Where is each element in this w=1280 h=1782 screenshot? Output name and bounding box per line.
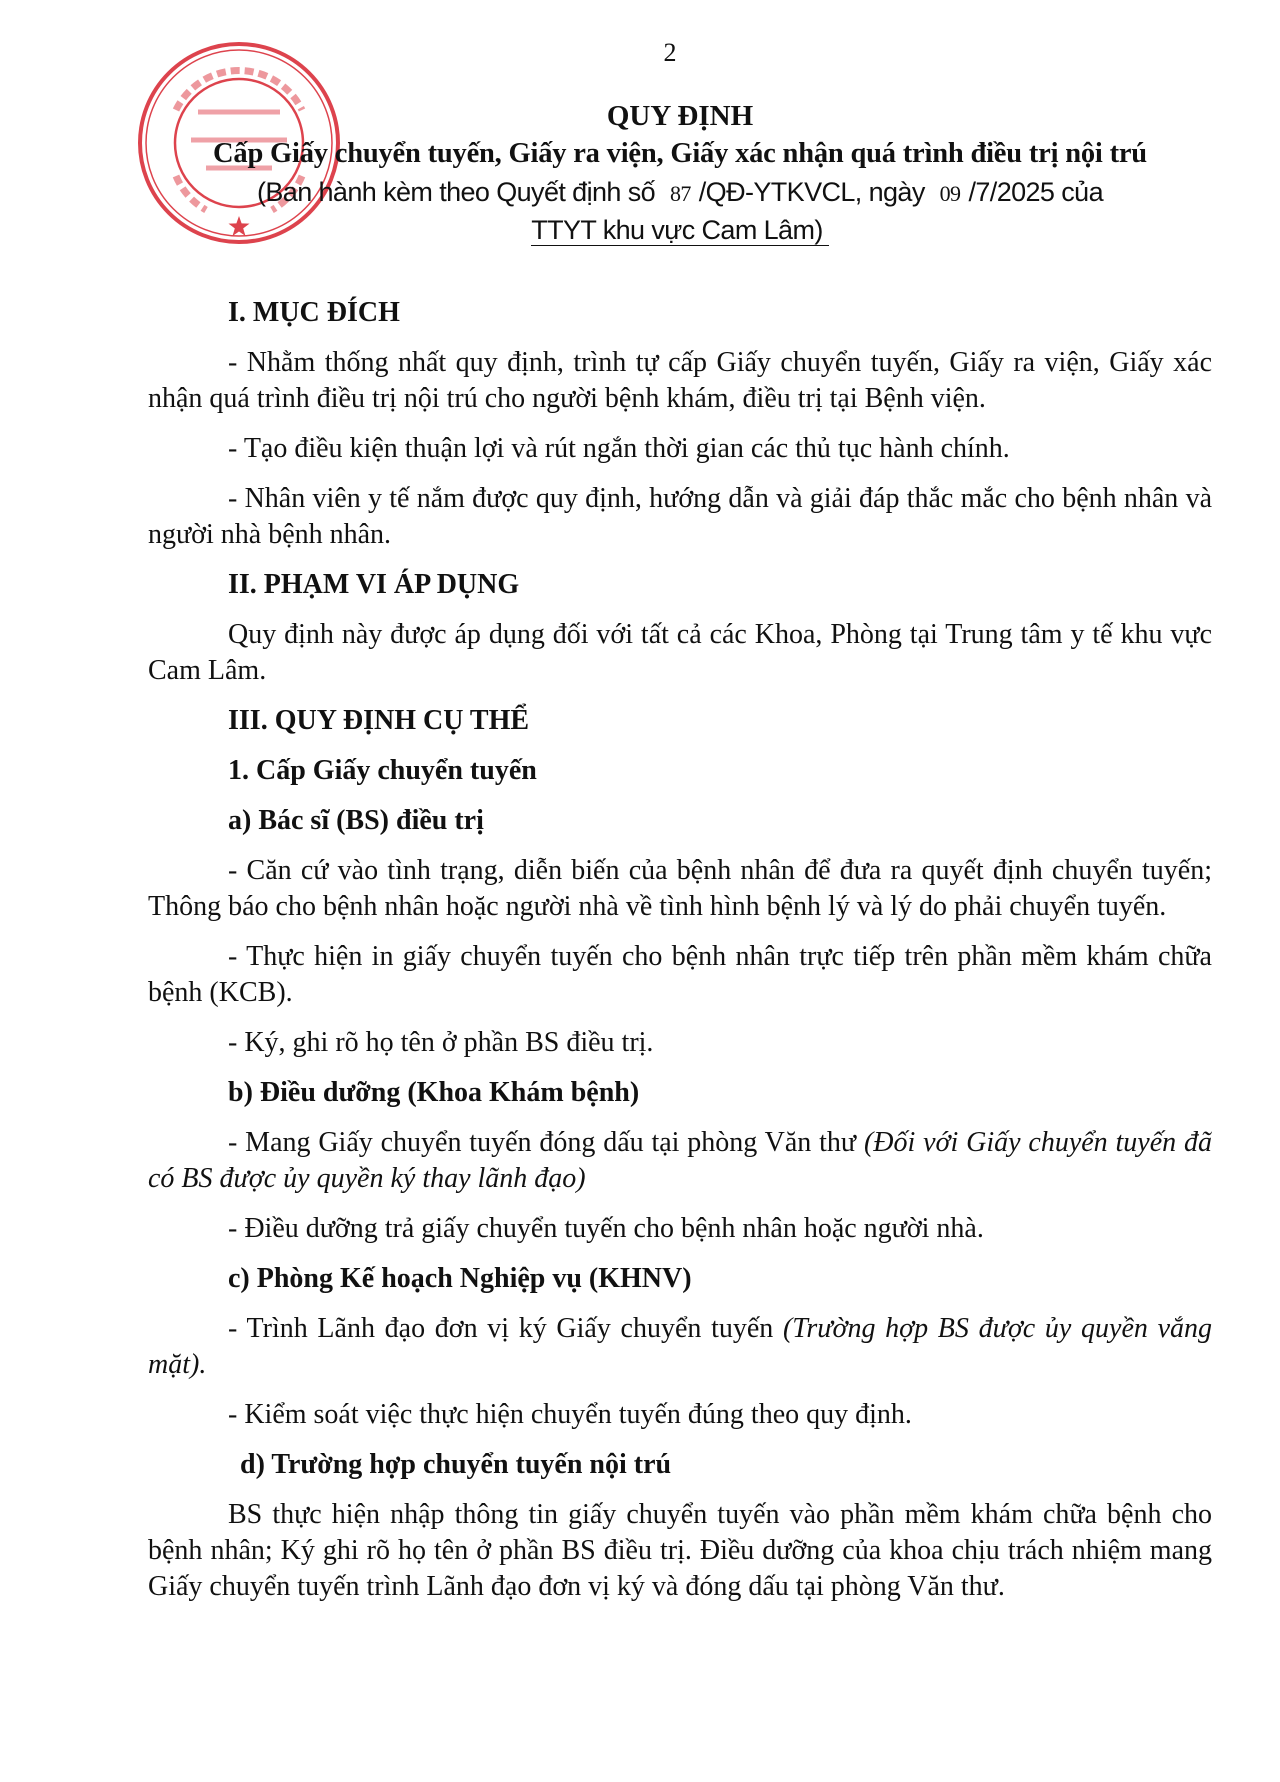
paragraph bbox=[148, 1025, 1212, 1061]
paragraph-text: - Căn cứ vào tình trạng, diễn biến của bệnh nhân để đưa ra quyết định chuyển tuyến; Thông báo cho bệnh nhân hoặc người nhà về tình hình bệnh lý và lý do phải chuyển tuyến. bbox=[148, 855, 1212, 922]
paragraph bbox=[148, 1397, 1212, 1433]
paragraph-text: - Mang Giấy chuyển tuyến đóng dấu tại phòng Văn thư bbox=[228, 1127, 864, 1158]
section-heading: II. PHẠM VI ÁP DỤNG bbox=[228, 569, 520, 600]
paragraph-italic-note: (Đối với Giấy chuyển tuyến đã có BS được ủy quyền ký thay lãnh đạo) bbox=[148, 1127, 1212, 1194]
paragraph bbox=[148, 345, 1212, 417]
paragraph bbox=[148, 939, 1212, 1011]
decision-number: 87 bbox=[669, 181, 691, 206]
paragraph-text: - Nhân viên y tế nắm được quy định, hướng dẫn và giải đáp thắc mắc cho bệnh nhân và người nhà bệnh nhân. bbox=[148, 483, 1212, 550]
issuance-line bbox=[140, 174, 1220, 212]
issued-prefix: (Ban hành kèm theo Quyết định số bbox=[256, 177, 656, 207]
section-heading: I. MỤC ĐÍCH bbox=[228, 297, 400, 328]
paragraph bbox=[148, 617, 1212, 689]
paragraph bbox=[148, 853, 1212, 925]
paragraph-text: - Thực hiện in giấy chuyển tuyến cho bệnh nhân trực tiếp trên phần mềm khám chữa bệnh (KCB). bbox=[148, 941, 1212, 1008]
paragraph bbox=[148, 1125, 1212, 1197]
paragraph-text: - Điều dưỡng trả giấy chuyển tuyến cho bệnh nhân hoặc người nhà. bbox=[228, 1213, 984, 1244]
document-subtitle: Cấp Giấy chuyển tuyến, Giấy ra viện, Giấy xác nhận quá trình điều trị nội trú bbox=[213, 138, 1147, 169]
section-heading: a) Bác sĩ (BS) điều trị bbox=[228, 805, 484, 836]
issued-day: 09 bbox=[939, 181, 961, 206]
issued-middle: /QĐ-YTKVCL, ngày bbox=[698, 177, 925, 207]
section-heading: 1. Cấp Giấy chuyển tuyến bbox=[228, 755, 537, 786]
paragraph-text: - Nhằm thống nhất quy định, trình tự cấp Giấy chuyển tuyến, Giấy ra viện, Giấy xác nhận quá trình điều trị nội trú cho người bệnh khám, điều trị tại Bệnh viện. bbox=[148, 347, 1212, 414]
section-heading: d) Trường hợp chuyển tuyến nội trú bbox=[240, 1449, 672, 1480]
paragraph-text: BS thực hiện nhập thông tin giấy chuyển tuyến vào phần mềm khám chữa bệnh cho bệnh nhân; Ký ghi rõ họ tên ở phần BS điều trị. Điều dưỡng của khoa chịu trách nhiệm mang Giấy chuyển tuyến trình Lãnh đạo đơn vị ký và đóng dấu tại phòng Văn thư. bbox=[148, 1499, 1212, 1602]
paragraph bbox=[148, 481, 1212, 553]
issuance-note bbox=[140, 174, 1220, 249]
paragraph-text: - Kiểm soát việc thực hiện chuyển tuyến đúng theo quy định. bbox=[228, 1399, 912, 1430]
issuing-organization: TTYT khu vực Cam Lâm) bbox=[531, 215, 829, 246]
section-heading: c) Phòng Kế hoạch Nghiệp vụ (KHNV) bbox=[228, 1263, 692, 1294]
document-body bbox=[148, 295, 1212, 1619]
paragraph-text: - Ký, ghi rõ họ tên ở phần BS điều trị. bbox=[228, 1027, 654, 1058]
paragraph-text: Quy định này được áp dụng đối với tất cả các Khoa, Phòng tại Trung tâm y tế khu vực Cam Lâm. bbox=[148, 619, 1212, 686]
page-number: 2 bbox=[663, 38, 677, 67]
section-heading: b) Điều dưỡng (Khoa Khám bệnh) bbox=[228, 1077, 640, 1108]
paragraph bbox=[148, 1311, 1212, 1383]
paragraph-italic-note: (Trường hợp BS được ủy quyền vắng mặt). bbox=[148, 1313, 1212, 1380]
paragraph-text: - Tạo điều kiện thuận lợi và rút ngắn thời gian các thủ tục hành chính. bbox=[228, 433, 1010, 464]
paragraph bbox=[148, 1211, 1212, 1247]
document-title: QUY ĐỊNH bbox=[606, 100, 754, 132]
section-heading: III. QUY ĐỊNH CỤ THỂ bbox=[228, 705, 530, 736]
paragraph bbox=[148, 431, 1212, 467]
issued-suffix: /7/2025 của bbox=[968, 177, 1103, 207]
paragraph bbox=[148, 1497, 1212, 1605]
paragraph-text: - Trình Lãnh đạo đơn vị ký Giấy chuyển tuyến bbox=[228, 1313, 783, 1344]
